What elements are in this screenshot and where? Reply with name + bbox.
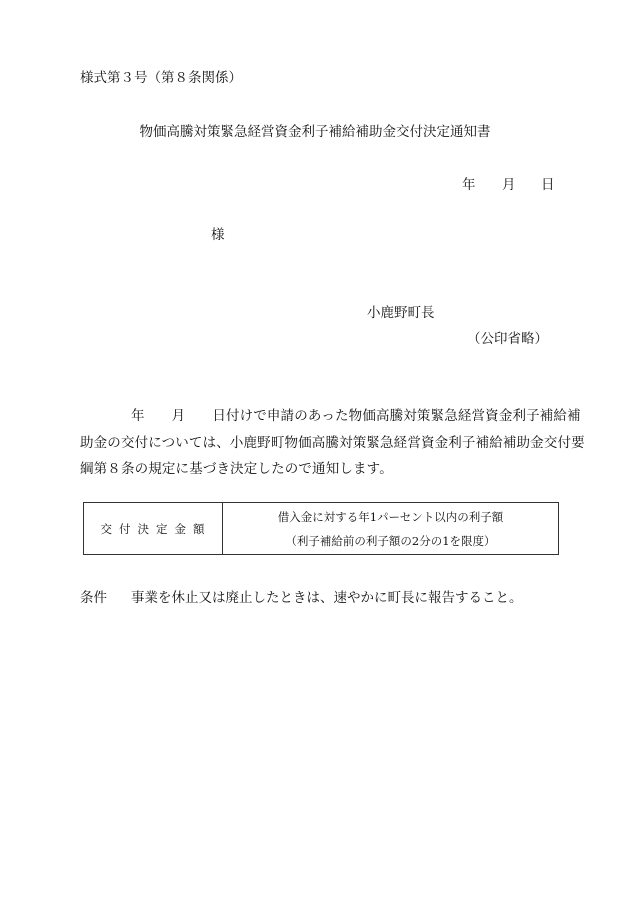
form-number: 様式第３号（第８条関係）	[80, 70, 242, 86]
body-line-1-text: 日付けで申請のあった物価高騰対策緊急経営資金利子補給補	[212, 408, 581, 424]
body-line-2: 助金の交付については、小鹿野町物価高騰対策緊急経営資金利子補給補助金交付要	[80, 435, 585, 451]
document-title: 物価高騰対策緊急経営資金利子補給補助金交付決定通知書	[139, 124, 491, 140]
grant-amount-value-line-2: （利子補給前の利子額の2分の1を限度）	[285, 533, 496, 548]
body-line-3: 綱第８条の規定に基づき決定したので通知します。	[80, 461, 393, 477]
grant-amount-value	[223, 503, 559, 555]
body-year-label: 年	[131, 408, 145, 424]
date-month-label: 月	[502, 177, 516, 193]
grant-decision-table	[83, 502, 559, 555]
condition-text: 事業を休止又は廃止したときは、速やかに町長に報告すること。	[131, 590, 523, 606]
date-year-label: 年	[462, 177, 476, 193]
body-month-label: 月	[171, 408, 186, 424]
seal-omitted-note: （公印省略）	[467, 331, 548, 347]
recipient-honorific: 様	[211, 227, 225, 243]
grant-amount-label: 交付決定金額	[84, 503, 223, 555]
date-day-label: 日	[541, 177, 555, 193]
issuer-name: 小鹿野町長	[367, 305, 435, 321]
condition-label: 条件	[80, 590, 107, 606]
body-line-1	[80, 404, 581, 424]
grant-amount-value-line-1: 借入金に対する年1パーセント以内の利子額	[277, 509, 504, 524]
